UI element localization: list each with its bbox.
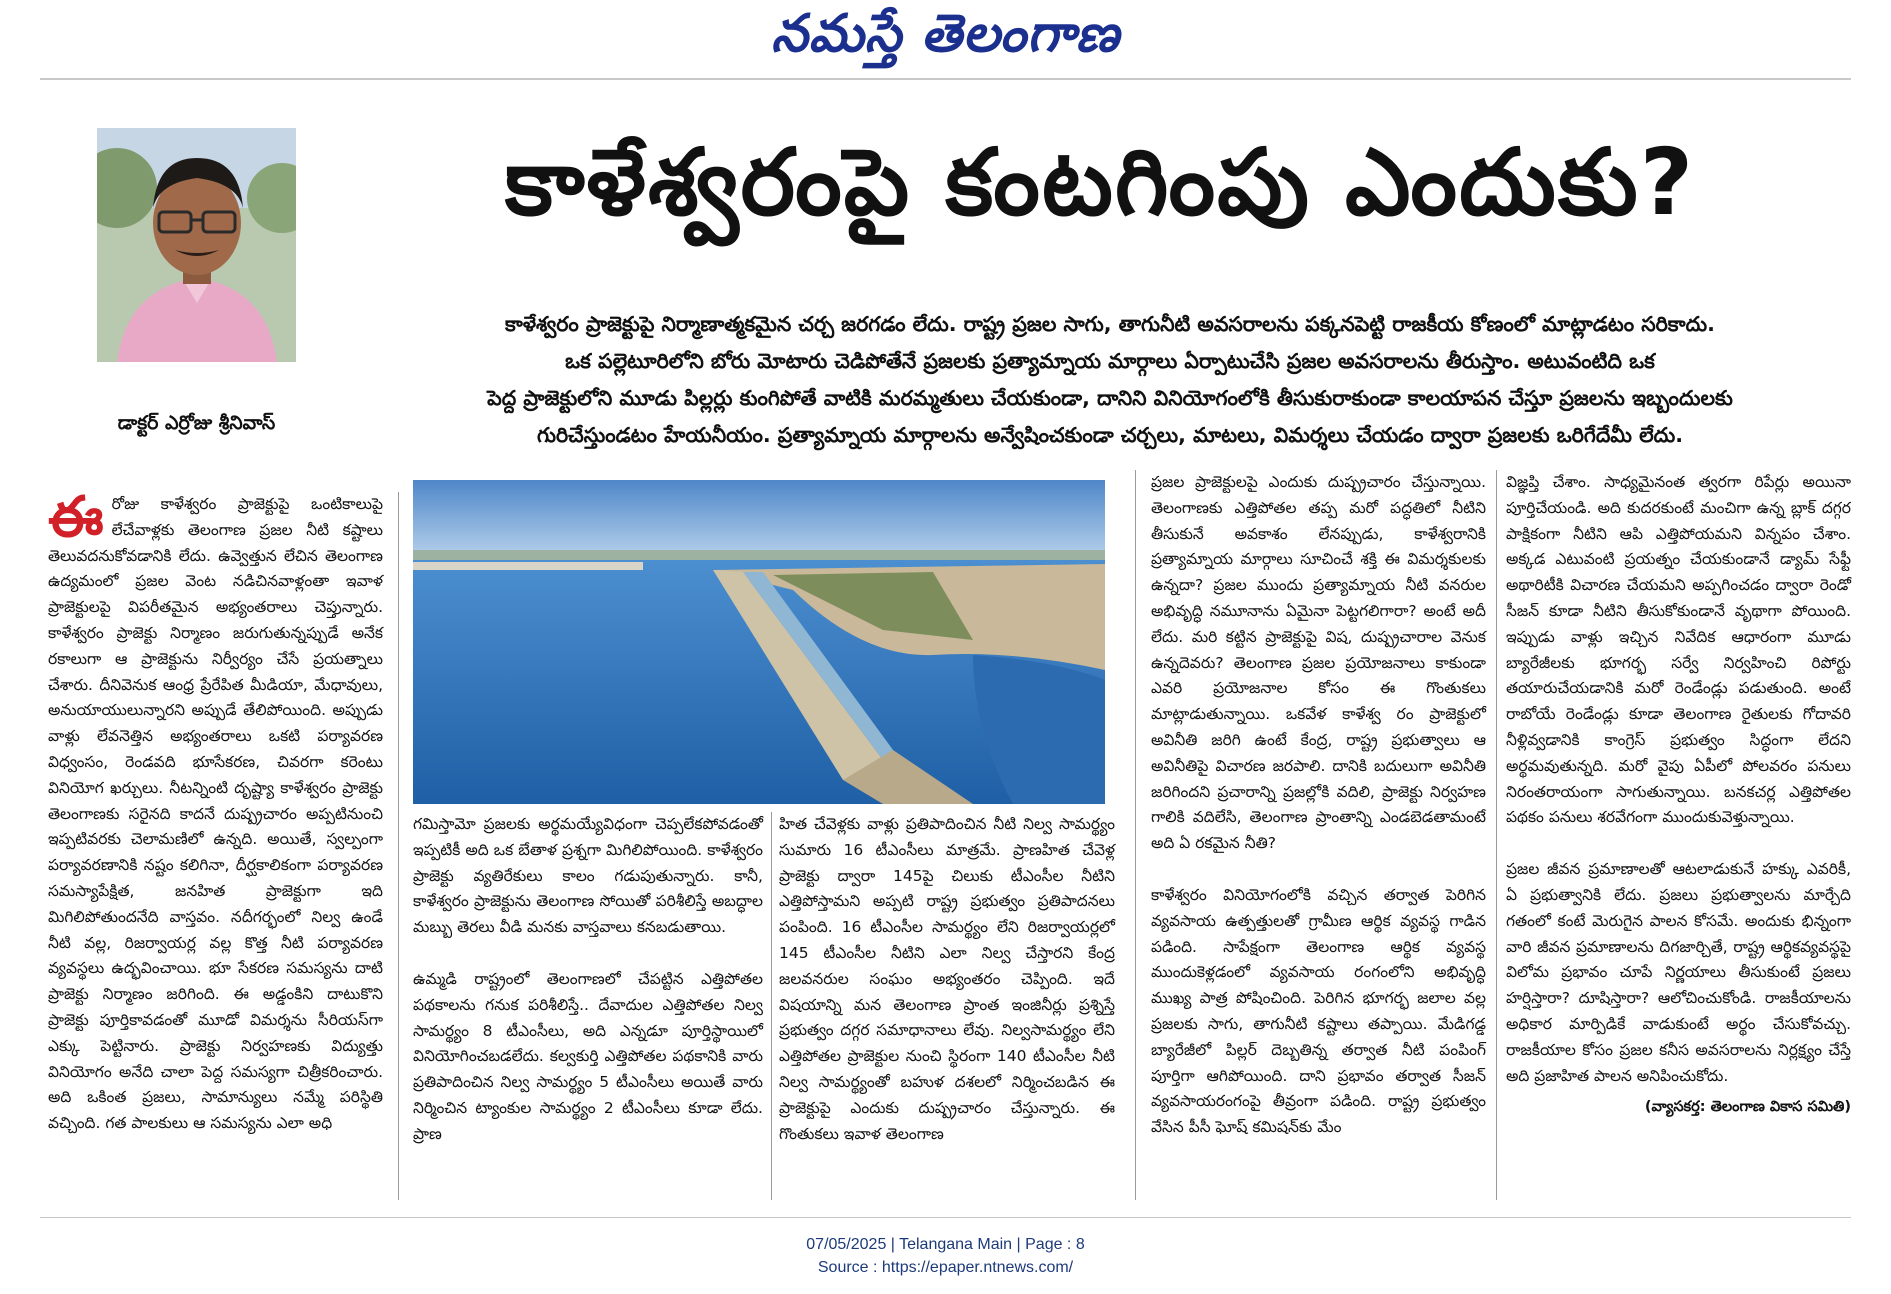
article-column-3 <box>779 812 1115 1147</box>
author-byline: డాక్టర్ ఎర్రోజు శ్రీనివాస్ <box>117 412 276 434</box>
paragraph: కాళేశ్వరం వినియోగంలోకి వచ్చిన తర్వాత పెరిగిన వ్యవసాయ ఉత్పత్తులతో గ్రామీణ ఆర్థిక వ్యవస్థ గాడిన పడింది. సాపేక్షంగా తెలంగాణ ఆర్థిక వ్యవస్థ ముందుకెళ్లడంలో వ్యవసాయ రంగంలోని అభివృద్ధి ముఖ్య పాత్ర పోషించింది. పెరిగిన భూగర్భ జలాల వల్ల ప్రజలకు సాగు, తాగునీటి కష్టాలు తప్పాయి. మేడిగడ్డ బ్యారేజీలో పిల్లర్ దెబ్బతిన్న తర్వాత నీటి పంపింగ్ పూర్తిగా ఆగిపోయింది. దాని ప్రభావం తర్వాత సీజన్ వ్యవసాయరంగంపై తీవ్రంగా పడింది. రాష్ట్ర ప్రభుత్వం వేసిన పీసీ ఘోష్ కమిషన్‌కు మేం <box>1151 885 1486 1137</box>
author-photo <box>97 128 296 362</box>
deck-line: గురిచేస్తుండటం హేయనీయం. ప్రత్యామ్నాయ మార్గాలను అన్వేషించకుండా చర్చలు, మాటలు, విమర్శలు చేయడం ద్వారా ప్రజలకు ఒరిగేదేమీ లేదు. <box>536 423 1684 447</box>
masthead-title: నమస్తే తెలంగాణ <box>771 4 1120 64</box>
paragraph: ప్రజల ప్రాజెక్టులపై ఎందుకు దుష్ప్రచారం చేస్తున్నాయి. తెలంగాణకు ఎత్తిపోతల తప్ప మరో పద్ధతిలో నీటిని తీసుకునే అవకాశం లేనప్పుడు, కాళేశ్వరానికి ప్రత్యామ్నాయ మార్గాలు సూచించే శక్తి ఈ విమర్శకులకు ఉన్నదా? ప్రజల ముందు ప్రత్యామ్నాయ నీటి వనరుల అభివృద్ధి నమూనాను ఏమైనా పెట్టగలిగారా? అంటే అదీ లేదు. మరి కట్టిన ప్రాజెక్టుపై విష, దుష్ప్రచారాల వెనుక ఉన్నదెవరు? తెలంగాణ ప్రజల ప్రయోజనాలు కాకుండా ఎవరి ప్రయోజనాల కోసం ఈ గొంతుకలు మాట్లాడుతున్నాయి. ఒకవేళ కాళేశ్వ రం ప్రాజెక్టులో అవినీతి జరిగి ఉంటే కేంద్ర, రాష్ట్ర ప్రభుత్వాలు ఆ అవినీతిపై విచారణ జరపాలి. దానికి బదులుగా అవినీతి జరిగిందని ప్రచారాన్ని ప్రజల్లోకి వదిలి, ప్రాజెక్టు నిర్వహణ గాలికి వదిలేసి, తెలంగాణ ప్రాంతాన్ని ఎండబెడతామంటే అది ఏ రకమైన నీతి? <box>1151 473 1486 853</box>
footer-divider <box>40 1217 1851 1218</box>
deck-line: ఒక పల్లెటూరిలోని బోరు మోటారు చెడిపోతేనే ప్రజలకు ప్రత్యామ్నాయ మార్గాలు ఏర్పాటుచేసి ప్రజల అవసరాలను తీరుస్తాం. అటువంటిది ఒక <box>565 349 1655 373</box>
column-divider <box>1496 470 1497 1200</box>
paragraph-text: రోజు కాళేశ్వరం ప్రాజెక్టుపై ఒంటికాలుపై లేచేవాళ్లకు తెలంగాణ ప్రజల నీటి కష్టాలు తెలువదనుకోవడానికి లేదు. ఉవ్వెత్తున లేచిన తెలంగాణ ఉద్యమంలో ప్రజల వెంట నడిచినవాళ్లంతా ఇవాళ ప్రాజెక్టులపై విపరీతమైన అభ్యంతరాలు చెప్తున్నారు. కాళేశ్వరం ప్రాజెక్టు నిర్మాణం జరుగుతున్నప్పుడే అనేక రకాలుగా ఆ ప్రాజెక్టును నిర్వీర్యం చేసే ప్రయత్నాలు చేశారు. దీనివెనుక ఆంధ్ర ప్రేరేపిత మీడియా, మేధావులు, అనుయాయులున్నారని అప్పుడే తేలిపోయింది. అప్పుడు వాళ్లు లేవనెత్తిన అభ్యంతరాలు ఒకటి పర్యావరణ విధ్వంసం, రెండవది భూసేకరణ, చివరగా కరెంటు వినియోగ ఖర్చులు. నీటన్నింటి దృష్ట్యా కాళేశ్వరం ప్రాజెక్టు తెలంగాణకు సరైనది కాదనే దుష్ప్రచారం అప్పటినుంచి ఇప్పటివరకు చెలామణిలో ఉన్నది. అయితే, స్వల్పంగా పర్యావరణానికి నష్టం కలిగినా, దీర్ఘకాలికంగా పర్యావరణ సమస్యాపేక్షిత, జనహిత ప్రాజెక్టుగా ఇది మిగిలిపోతుందనేది వాస్తవం. నదీగర్భంలో నిల్వ ఉండే నీటి వల్ల, రిజర్వాయర్ల వల్ల కొత్త నీటి పర్యావరణ వ్యవస్థలు ఉద్భవించాయి. భూ సేకరణ సమస్యను దాటి ప్రాజెక్టు నిర్మాణం జరిగింది. ఈ అడ్డంకిని దాటుకొని ప్రాజెక్టు పూర్తికావడంతో మూడో విమర్శను సీరియస్‌గా ఎక్కు పెట్టినారు. ప్రాజెక్టు నిర్వహణకు విద్యుత్తు వినియోగం అనేది చాలా పెద్ద సమస్యగా చిత్రీకరించారు. అది ఒకింత ప్రజలు, సామాన్యులు నమ్మే పరిస్థితి వచ్చింది. గత పాలకులు ఆ సమస్యను ఎలా అధి <box>48 495 383 1133</box>
paragraph: విజ్ఞప్తి చేశాం. సాధ్యమైనంత త్వరగా రిపేర్లు అయినా పూర్తిచేయండి. అది కుదరకుంటే మంచిగా ఉన్న బ్లాక్ దగ్గర పాక్షికంగా నీటిని ఆపి ఎత్తిపోయమని విన్నపం చేశాం. అక్కడ ఎటువంటి ప్రయత్నం చేయకుండానే డ్యామ్ సేఫ్టీ అథారిటీకి విచారణ చేయమని అప్పగించడం ద్వారా రెండో సీజన్ కూడా నీటిని తీసుకోకుండానే వృథాగా పోయింది. ఇప్పుడు వాళ్లు ఇచ్చిన నివేదిక ఆధారంగా మూడు బ్యారేజీలకు భూగర్భ సర్వే నిర్వహించి రిపోర్టు తయారుచేయడానికి మరో రెండేండ్లు పడుతుంది. అంటే రాబోయే రెండేండ్లు కూడా తెలంగాణ రైతులకు గోదావరి నీళ్లివ్వడానికి కాంగ్రెస్ ప్రభుత్వం సిద్ధంగా లేదని అర్థమవుతున్నది. మరో వైపు ఏపీలో పోలవరం పనులు నిరంతరాయంగా సాగుతున్నాయి. బనకచర్ల ఎత్తిపోతల పథకం పనులు శరవేగంగా ముందుకువెళ్తున్నాయి. <box>1506 473 1851 827</box>
article-deck <box>380 306 1840 454</box>
deck-line: పెద్ద ప్రాజెక్టులోని మూడు పిల్లర్లు కుంగిపోతే వాటికి మరమ్మతులు చేయకుండా, దానిని వినియోగంలోకి తీసుకురాకుండా కాలయాపన చేస్తూ ప్రజలను ఇబ్బందులకు <box>487 386 1733 410</box>
paragraph: గమిస్తామో ప్రజలకు అర్థమయ్యేవిధంగా చెప్పలేకపోవడంతో ఇప్పటికీ అది ఒక బేతాళ ప్రశ్నగా మిగిలిపోయింది. కాళేశ్వరం ప్రాజెక్టు వ్యతిరేకులు కాలం గడుపుతున్నారు. కానీ, కాళేశ్వరం ప్రాజెక్టును తెలంగాణ సోయితో పరిశీలిస్తే అబద్ధాల మబ్బు తెరలు వీడి మనకు వాస్తవాలు కనబడుతాయి. <box>413 815 763 937</box>
paragraph: హిత చేవెళ్లకు వాళ్లు ప్రతిపాదించిన నీటి నిల్వ సామర్థ్యం సుమారు 16 టీఎంసీలు మాత్రమే. ప్రాణహిత చేవెళ్ల ప్రాజెక్టు ద్వారా 145పై చిలుకు టీఎంసీల నీటిని ఎత్తిపోస్తామని అప్పటి రాష్ట్ర ప్రభుత్వం ప్రతిపాదనలు పంపింది. 16 టీఎంసీల సామర్థ్యం లేని రిజర్వాయర్లలో 145 టీఎంసీల నీటిని ఎలా నిల్వ చేస్తారని కేంద్ర జలవనరుల సంఘం అభ్యంతరం చెప్పింది. ఇదే విషయాన్ని మన తెలంగాణ ప్రాంత ఇంజినీర్లు ప్రశ్నిస్తే ప్రభుత్వం దగ్గర సమాధానాలు లేవు. నిల్వసామర్థ్యం లేని ఎత్తిపోతల ప్రాజెక్టుల నుంచి స్థిరంగా 140 టీఎంసీల నీటి నిల్వ సామర్థ్యంతో బహుళ దశలలో నిర్మించబడిన ఈ ప్రాజెక్టుపై ఎందుకు దుష్ప్రచారం చేస్తున్నారు. ఈ గొంతుకలు ఇవాళ తెలంగాణ <box>779 815 1115 1143</box>
author-credit: (వ్యాసకర్త: తెలంగాణ వికాస సమితి) <box>1644 1099 1851 1116</box>
footer-source: Source : https://epaper.ntnews.com/ <box>817 1259 1074 1276</box>
column-divider <box>1135 470 1136 1200</box>
article-column-1 <box>48 485 383 1137</box>
column-divider <box>398 492 399 1200</box>
deck-line: కాళేశ్వరం ప్రాజెక్టుపై నిర్మాణాత్మకమైన చర్చ జరగడం లేదు. రాష్ట్ర ప్రజల సాగు, తాగునీటి అవసరాలను పక్కనపెట్టి రాజకీయ కోణంలో మాట్లాడటం సరికాదు. <box>505 312 1715 336</box>
masthead-divider <box>40 78 1851 80</box>
paragraph: ప్రజల జీవన ప్రమాణాలతో ఆటలాడుకునే హక్కు ఎవరికీ, ఏ ప్రభుత్వానికి లేదు. ప్రజలు ప్రభుత్వాలను మార్చేది గతంలో కంటే మెరుగైన పాలన కోసమే. అందుకు భిన్నంగా వారి జీవన ప్రమాణాలను దిగజార్చితే, రాష్ట్ర ఆర్థికవ్యవస్థపై విలోమ ప్రభావం చూపే నిర్ణయాలు తీసుకుంటే ప్రజలు హర్షిస్తారా? దూషిస్తారా? ఆలోచించుకోండి. రాజకీయాలను అధికార మార్పిడికే వాడుకుంటే అర్థం చేసుకోవచ్చు. రాజకీయాల కోసం ప్రజల కనీస అవసరాలను నిర్లక్ష్యం చేస్తే అది ప్రజాహిత పాలన అనిపించుకోదు. <box>1506 860 1851 1085</box>
article-column-2 <box>413 812 763 1148</box>
paragraph: ఉమ్మడి రాష్ట్రంలో తెలంగాణలో చేపట్టిన ఎత్తిపోతల పథకాలను గనుక పరిశీలిస్తే.. దేవాదుల ఎత్తిపోతల నిల్వ సామర్థ్యం 8 టీఎంసీలు, అది ఎన్నడూ పూర్తిస్థాయిలో వినియోగించబడలేదు. కల్వకుర్తి ఎత్తిపోతల పథకానికి వారు ప్రతిపాదించిన నిల్వ సామర్థ్యం 5 టీఎంసీలు అయితే వారు నిర్మించిన ట్యాంకుల సామర్థ్యం 2 టీఎంసీలు కూడా లేదు. ప్రాణ <box>413 969 763 1143</box>
barrage-photo <box>413 480 1105 804</box>
article-column-5 <box>1506 470 1851 1121</box>
article-column-4 <box>1151 470 1486 1141</box>
footer-edition-info: 07/05/2025 | Telangana Main | Page : 8 <box>806 1236 1085 1253</box>
paragraph <box>48 485 383 1137</box>
article-headline: కాళేశ్వరంపై కంటగింపు ఎందుకు? <box>504 129 1696 236</box>
dropcap: ఈ <box>48 485 104 550</box>
column-divider <box>771 812 772 1200</box>
